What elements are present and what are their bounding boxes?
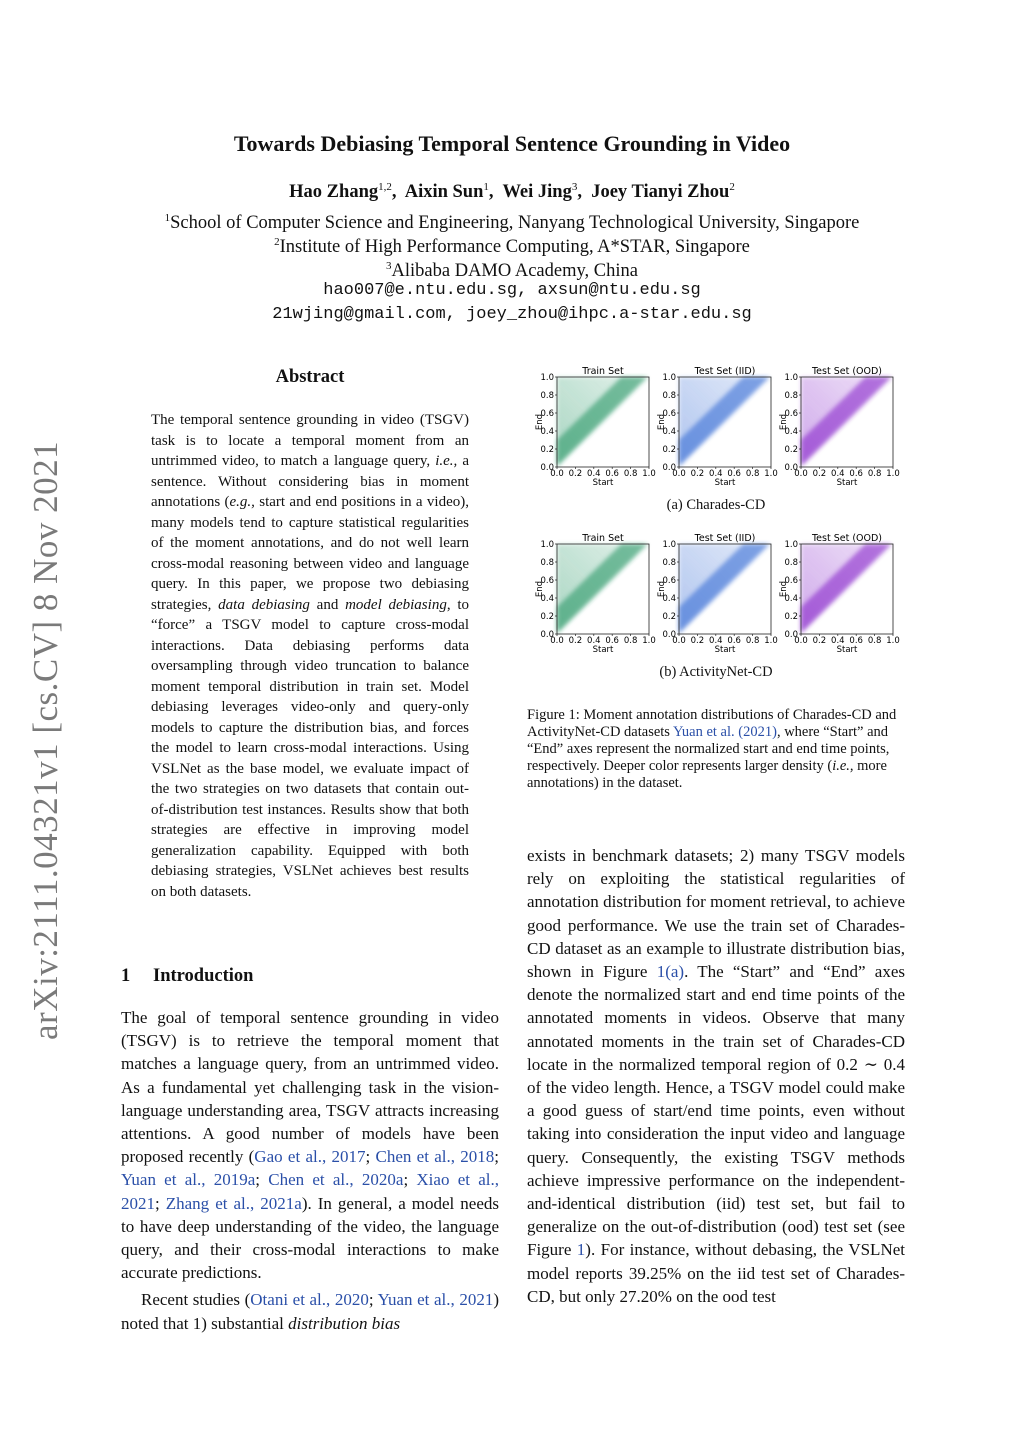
y-tick-label: 0.4: [540, 427, 554, 437]
y-tick-label: 1.0: [540, 540, 554, 550]
y-tick-label: 0.2: [784, 445, 798, 455]
author-name: Joey Tianyi Zhou: [591, 182, 730, 203]
y-tick-label: 0.4: [662, 594, 676, 604]
y-tick-label: 0.4: [784, 427, 798, 437]
x-axis-label: Start: [592, 478, 614, 488]
x-axis-label: Start: [836, 645, 858, 655]
y-axis-label: End: [779, 580, 789, 598]
y-axis-label: End: [657, 580, 667, 598]
x-tick-label: 0.8: [745, 636, 760, 646]
abstract-text: The temporal sentence grounding in video (TSGV) task is to locate a temporal moment from an untrimmed video, to match a language query,: [151, 412, 469, 469]
x-tick-label: 0.4: [709, 636, 723, 646]
heatmap-panel: [535, 363, 656, 488]
x-tick-label: 1.0: [642, 636, 656, 646]
y-tick-label: 1.0: [662, 540, 676, 550]
section-title: Introduction: [153, 966, 254, 986]
aff-text: Alibaba DAMO Academy, China: [391, 261, 638, 282]
subcaption-a: (a) Charades-CD: [666, 497, 766, 513]
y-tick-label: 0.4: [784, 594, 798, 604]
caption-text: , where “Start” and “End” axes represent the normalized start and end time points, respectively. Deeper color represents larger density (: [527, 724, 890, 774]
x-tick-label: 0.0: [550, 469, 564, 479]
x-tick-label: 0.0: [794, 636, 808, 646]
separator: ;: [365, 1147, 376, 1167]
x-tick-label: 0.8: [623, 469, 638, 479]
y-tick-label: 0.0: [540, 630, 554, 640]
x-axis-label: Start: [714, 645, 736, 655]
y-axis-label: End: [535, 580, 545, 598]
y-tick-label: 0.6: [784, 576, 798, 586]
x-tick-label: 1.0: [642, 469, 656, 479]
y-tick-label: 0.8: [540, 558, 554, 568]
density-region: [801, 544, 893, 634]
y-tick-label: 0.6: [540, 409, 554, 419]
heatmap-panel: [779, 363, 900, 488]
intro-paragraph-3: [527, 844, 905, 1308]
y-tick-label: 0.8: [662, 391, 676, 401]
x-tick-label: 0.2: [568, 636, 583, 646]
y-tick-label: 1.0: [784, 373, 798, 383]
x-tick-label: 0.0: [794, 469, 808, 479]
abstract-heading: Abstract: [275, 367, 345, 387]
abstract-data-debiasing: data debiasing: [218, 596, 310, 613]
abstract-eg: e.g.,: [229, 494, 255, 510]
y-tick-label: 0.2: [662, 445, 676, 455]
density-region: [679, 544, 771, 634]
y-tick-label: 0.4: [662, 427, 676, 437]
y-tick-label: 0.8: [784, 391, 798, 401]
email-line-2: 21wjing@gmail.com, joey_zhou@ihpc.a-star.edu.sg: [272, 305, 752, 324]
section-heading: [121, 966, 253, 987]
affiliation-3: [0, 254, 1024, 283]
x-tick-label: 0.6: [727, 636, 741, 646]
heatmap-panel: [779, 530, 900, 655]
author-sup: 1: [483, 181, 489, 193]
body-text-italic: distribution bias: [288, 1313, 401, 1333]
x-tick-label: 0.2: [568, 469, 583, 479]
aff-sup: 2: [274, 236, 280, 248]
aff-text: School of Computer Science and Engineering, Nanyang Technological University, Singapore: [170, 213, 860, 234]
y-tick-label: 0.2: [784, 612, 798, 622]
x-tick-label: 0.8: [867, 636, 882, 646]
citation-link[interactable]: Yuan et al. (2021): [673, 724, 777, 740]
y-tick-label: 0.0: [540, 463, 554, 473]
x-axis-label: Start: [714, 478, 736, 488]
y-tick-label: 0.8: [662, 558, 676, 568]
density-region: [679, 377, 771, 467]
caption-text: more annotations) in the dataset.: [527, 758, 887, 791]
citation-link[interactable]: Yuan et al., 2021: [377, 1290, 494, 1310]
density-region: [557, 377, 649, 467]
y-tick-label: 0.8: [540, 391, 554, 401]
x-tick-label: 0.4: [831, 469, 845, 479]
body-text: ). In general, a model needs to have deep understanding of the video, the language query, and their cross-modal interactions to make accurate predictions.: [121, 1193, 500, 1283]
x-tick-label: 0.2: [812, 469, 827, 479]
x-tick-label: 0.2: [690, 636, 705, 646]
intro-paragraph-1: [121, 1006, 499, 1284]
y-tick-label: 0.2: [662, 612, 676, 622]
email-line-1: hao007@e.ntu.edu.sg, axsun@ntu.edu.sg: [323, 281, 701, 300]
author-name: Hao Zhang: [289, 182, 379, 203]
abstract-text: and: [309, 596, 346, 613]
separator: ;: [368, 1290, 378, 1310]
x-tick-label: 0.6: [849, 636, 863, 646]
x-tick-label: 0.6: [849, 469, 863, 479]
author-name: Wei Jing: [502, 182, 572, 203]
y-tick-label: 1.0: [784, 540, 798, 550]
x-axis-label: Start: [592, 645, 614, 655]
figure-caption: [527, 707, 905, 792]
y-tick-label: 0.0: [784, 630, 798, 640]
y-tick-label: 1.0: [662, 373, 676, 383]
abstract-ie: i.e.,: [435, 453, 458, 469]
author-sup: 3: [571, 181, 578, 193]
panel-title: Test Set (IID): [694, 533, 756, 544]
x-tick-label: 0.6: [727, 469, 741, 479]
abstract-text: start and end positions in a video), many models tend to capture statistical regularities of the moment annotations, and do not well learn cross-modal reasoning between video and language query. In this paper, we propose two debiasing strategies,: [151, 494, 470, 613]
x-tick-label: 0.4: [587, 636, 601, 646]
x-tick-label: 0.8: [623, 636, 638, 646]
x-tick-label: 0.6: [605, 636, 619, 646]
y-tick-label: 0.0: [662, 463, 676, 473]
x-axis-label: Start: [836, 478, 858, 488]
body-text: The goal of temporal sentence grounding in video (TSGV) is to retrieve the temporal moment that matches a language query, from an untrimmed video. As a fundamental yet challenging task in the vision-language understanding area, TSGV attracts increasing attentions. A good number of models have been proposed recently (: [121, 1008, 499, 1167]
body-text: ). For instance, without debasing, the VSLNet model reports 39.25% on the iid test set of Charades-CD, but only 27.20% on the ood test: [527, 1240, 905, 1306]
x-tick-label: 1.0: [886, 636, 900, 646]
citation-link[interactable]: Chen et al., 2020a: [268, 1170, 404, 1190]
paper-title: Towards Debiasing Temporal Sentence Grounding in Video: [233, 131, 791, 156]
author-sup: 2: [729, 181, 735, 193]
x-tick-label: 0.8: [745, 469, 760, 479]
figure-ref-link[interactable]: 1: [576, 1240, 586, 1260]
author-list: Hao Zhang$^{1,2}$, Aixin Sun$^1$, Wei Jing$^3$, Joey Tianyi Zhou$^2$: [289, 181, 735, 203]
intro-right-column: [527, 844, 905, 1308]
y-tick-label: 0.8: [784, 558, 798, 568]
citation-link[interactable]: Yuan et al., 2019a: [121, 1170, 256, 1190]
y-axis-label: End: [779, 413, 789, 431]
figure-ref-link[interactable]: 1(a): [656, 962, 685, 982]
y-axis-label: End: [535, 413, 545, 431]
x-tick-label: 1.0: [764, 636, 778, 646]
panel-title: Test Set (OOD): [811, 366, 883, 377]
x-tick-label: 0.0: [672, 469, 686, 479]
caption-text: Moment annotation distributions of Charades-CD and ActivityNet-CD datasets: [527, 707, 897, 740]
body-text: ) noted that 1) substantial: [121, 1290, 499, 1333]
x-tick-label: 1.0: [764, 469, 778, 479]
separator: ;: [494, 1147, 500, 1167]
density-region: [557, 544, 649, 634]
y-tick-label: 1.0: [540, 373, 554, 383]
panel-title: Train Set: [582, 533, 624, 544]
citation-link[interactable]: Otani et al., 2020: [250, 1290, 369, 1310]
panel-title: Test Set (OOD): [811, 533, 883, 544]
y-tick-label: 0.6: [662, 576, 676, 586]
x-tick-label: 0.4: [709, 469, 723, 479]
separator: ;: [155, 1193, 166, 1213]
citation-link[interactable]: Zhang et al., 2021a: [165, 1193, 302, 1213]
separator: ;: [403, 1170, 417, 1190]
citation-link[interactable]: Xiao et al., 2021: [121, 1170, 499, 1213]
x-tick-label: 0.4: [587, 469, 601, 479]
x-tick-label: 0.6: [605, 469, 619, 479]
x-tick-label: 0.2: [812, 636, 827, 646]
x-tick-label: 0.8: [867, 469, 882, 479]
density-region: [801, 377, 893, 467]
y-tick-label: 0.4: [540, 594, 554, 604]
author-name: Aixin Sun: [404, 182, 484, 203]
y-tick-label: 0.2: [540, 445, 554, 455]
intro-paragraph-2: [121, 1288, 499, 1334]
x-tick-label: 0.4: [831, 636, 845, 646]
x-tick-label: 0.0: [672, 636, 686, 646]
body-text: exists in benchmark datasets; 2) many TSGV models rely on exploiting the statistical regularities of annotation distribution for moment retrieval, to achieve good performance. We use the train set of Charades-CD dataset as an example to illustrate distribution bias, shown in Figure: [527, 846, 905, 982]
citation-link[interactable]: Gao et al., 2017: [254, 1147, 366, 1167]
abstract-model-debiasing: model debiasing: [345, 596, 447, 613]
aff-sup: 1: [164, 212, 171, 224]
y-tick-label: 0.2: [540, 612, 554, 622]
x-tick-label: 1.0: [886, 469, 900, 479]
x-tick-label: 0.0: [550, 636, 564, 646]
y-tick-label: 0.0: [784, 463, 798, 473]
intro-left-column: [121, 1006, 499, 1335]
panel-title: Train Set: [582, 366, 624, 377]
separator: ;: [255, 1170, 269, 1190]
y-tick-label: 0.6: [540, 576, 554, 586]
citation-link[interactable]: Chen et al., 2018: [375, 1147, 495, 1167]
y-axis-label: End: [657, 413, 667, 431]
aff-text: Institute of High Performance Computing, A*STAR, Singapore: [279, 237, 750, 258]
y-tick-label: 0.6: [784, 409, 798, 419]
author-sup: 1,2: [378, 181, 392, 193]
caption-label: Figure 1:: [527, 707, 580, 723]
abstract-body: [151, 410, 469, 902]
abstract-text: a sentence. Without considering bias in moment annotations (: [151, 453, 469, 510]
body-text: Recent studies (: [141, 1290, 251, 1310]
section-number: 1: [121, 966, 131, 986]
abstract-text: , to “force” a TSGV model to capture cross-modal interactions. Data debiasing performs data oversampling through video truncation to balance moment temporal distribution in train set. Model debiasing leverages video-only and query-only models to capture the distribution bias, and forces the model to learn cross-modal interactions. Using VSLNet as the base model, we evaluate impact of the two strategies on two datasets that contain out-of-distribution test instances. Results show that both strategies are effective in improving model generalization capability. Equipped with both debiasing strategies, VSLNet achieves best results on both datasets.: [151, 596, 469, 900]
y-tick-label: 0.0: [662, 630, 676, 640]
heatmap-panel: [535, 530, 656, 655]
body-text: . The “Start” and “End” axes denote the normalized start and end time points of the annotated moments in videos. Observe that many annotated moments in the train set of Charades-CD locate in the normalized temporal region of 0.2 ∼ 0.4 of the video length. Hence, a TSGV model could make a good guess of start/end time points, even without taking into consideration the input video and language query. Consequently, the existing TSGV methods achieve impressive performance on the independent-and-identical distribution (iid) test set, but fail to generalize on the out-of-distribution (ood) test set (see Figure: [527, 962, 905, 1260]
subcaption-b: (b) ActivityNet-CD: [659, 664, 773, 680]
caption-ie: i.e.,: [832, 758, 854, 774]
heatmap-panel: [657, 530, 778, 655]
x-tick-label: 0.2: [690, 469, 705, 479]
heatmap-panel: [657, 363, 778, 488]
y-tick-label: 0.6: [662, 409, 676, 419]
panel-title: Test Set (IID): [694, 366, 756, 377]
arxiv-identifier: arXiv:2111.04321v1 [cs.CV] 8 Nov 2021: [26, 440, 65, 1040]
aff-sup: 3: [386, 260, 392, 272]
